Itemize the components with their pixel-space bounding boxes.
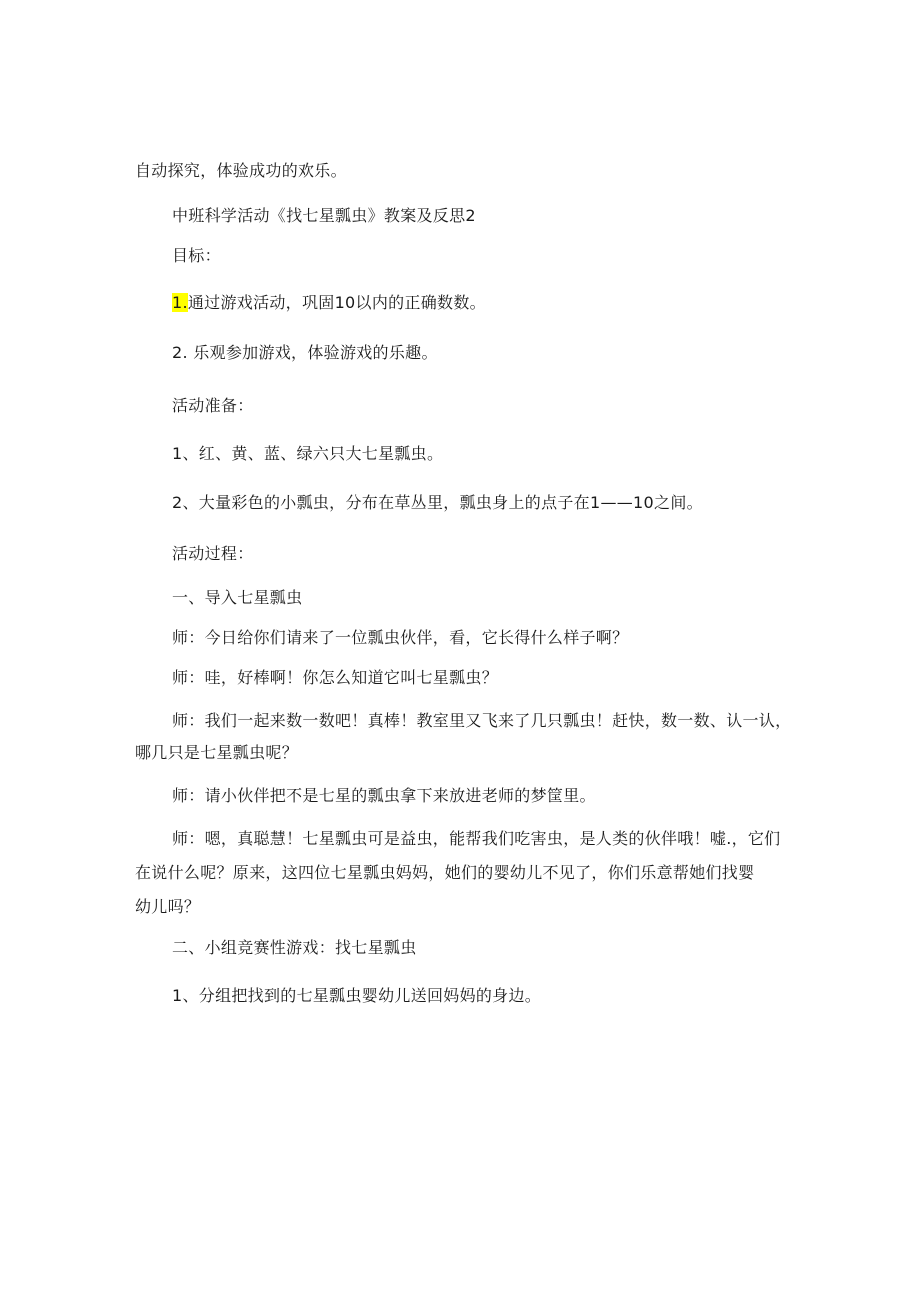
teacher-line-continued: 在说什么呢？原来，这四位七星瓢虫妈妈，她们的婴幼儿不见了，你们乐意帮她们找婴	[135, 863, 755, 882]
teacher-line: 师：请小伙伴把不是七星的瓢虫拿下来放进老师的梦筐里。	[172, 786, 596, 805]
heading-process: 活动过程：	[172, 544, 254, 563]
goal-item-1	[172, 292, 486, 314]
teacher-line-continued: 幼儿吗？	[135, 897, 201, 916]
teacher-line-continued: 哪几只是七星瓢虫呢？	[135, 743, 299, 762]
game-item-1: 1、分组把找到的七星瓢虫婴幼儿送回妈妈的身边。	[172, 986, 542, 1005]
highlighted-number: 1.	[172, 293, 188, 312]
process-step-2: 二、小组竞赛性游戏：找七星瓢虫	[172, 938, 417, 957]
process-step-1: 一、导入七星瓢虫	[172, 588, 303, 607]
heading-goals: 目标：	[172, 246, 221, 265]
teacher-line: 师：今日给你们请来了一位瓢虫伙伴，看，它长得什么样子啊？	[172, 628, 629, 647]
section-title: 中班科学活动《找七星瓢虫》教案及反思2	[172, 206, 476, 225]
goal-item-1-text: 通过游戏活动，巩固10以内的正确数数。	[187, 293, 486, 312]
teacher-line: 师：我们一起来数一数吧！真棒！教室里又飞来了几只瓢虫！赶快，数一数、认一认，	[172, 711, 792, 730]
text-line: 自动探究，体验成功的欢乐。	[135, 161, 347, 180]
preparation-item-1: 1、红、黄、蓝、绿六只大七星瓢虫。	[172, 444, 444, 463]
teacher-line: 师：哇，好棒啊！你怎么知道它叫七星瓢虫？	[172, 668, 499, 687]
preparation-item-2: 2、大量彩色的小瓢虫，分布在草丛里，瓢虫身上的点子在1——10之间。	[172, 493, 703, 512]
goal-item-2: 2. 乐观参加游戏，体验游戏的乐趣。	[172, 343, 438, 362]
teacher-line: 师：嗯，真聪慧！七星瓢虫可是益虫，能帮我们吃害虫，是人类的伙伴哦！嘘.，它们	[172, 829, 781, 848]
heading-preparation: 活动准备：	[172, 396, 254, 415]
